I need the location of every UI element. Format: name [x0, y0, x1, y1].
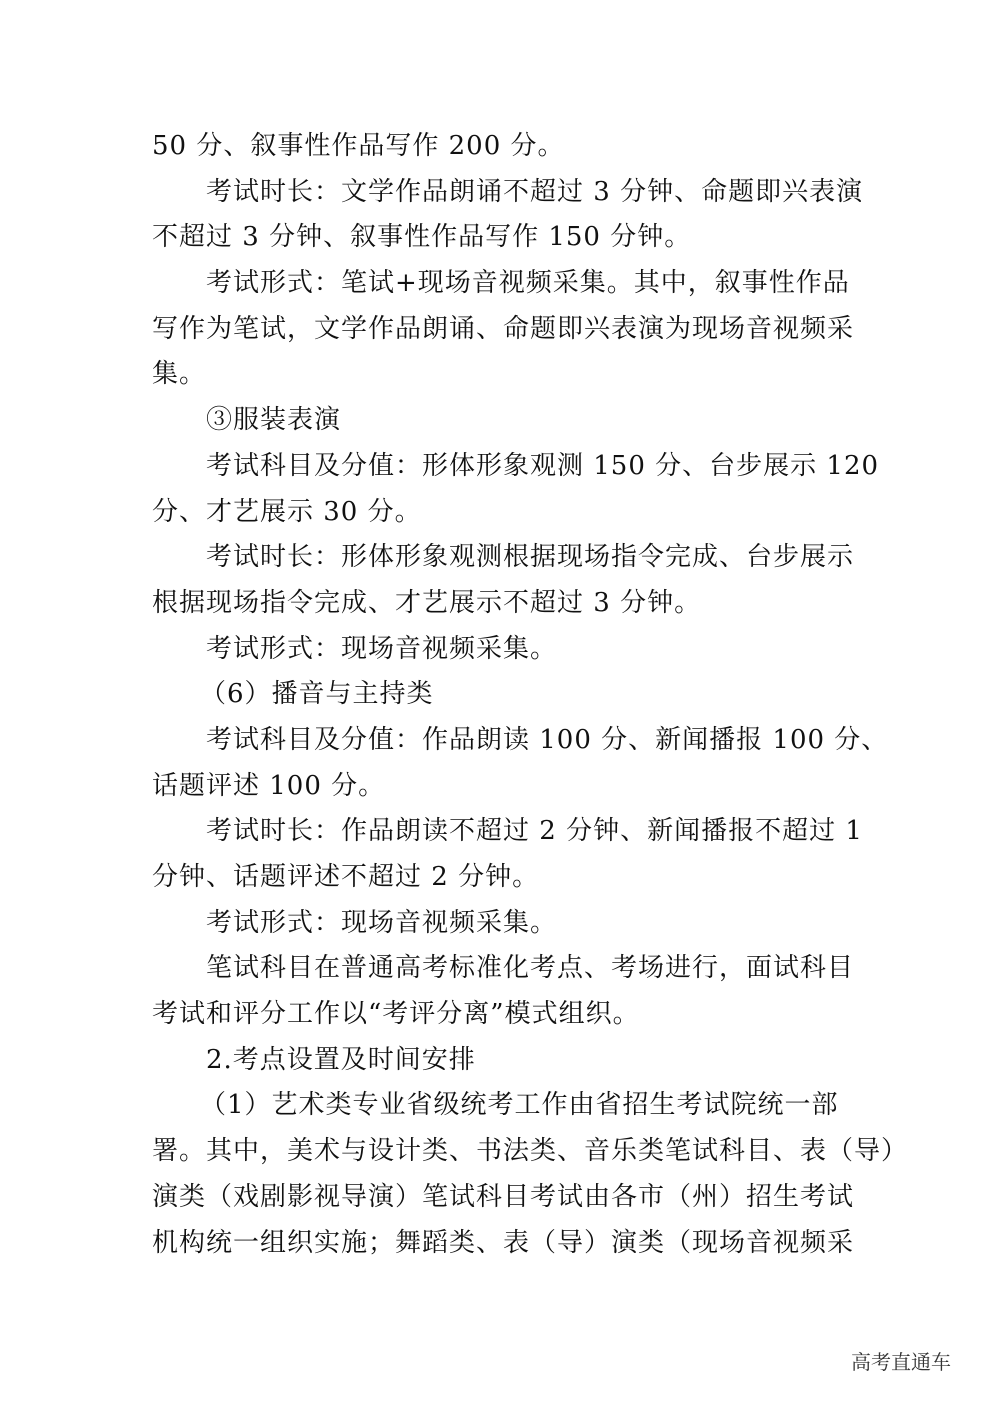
text-line: 话题评述 100 分。 — [152, 770, 386, 801]
text-line: 根据现场指令完成、才艺展示不超过 3 分钟。 — [152, 587, 702, 618]
text-line: 考试科目及分值：作品朗读 100 分、新闻播报 100 分、 — [206, 724, 889, 755]
text-line: （1）艺术类专业省级统考工作由省招生考试院统一部 — [200, 1090, 839, 1121]
text-line: 考试科目及分值：形体形象观测 150 分、台步展示 120 — [206, 450, 880, 481]
text-line: 不超过 3 分钟、叙事性作品写作 150 分钟。 — [152, 222, 692, 253]
text-line: 演类（戏剧影视导演）笔试科目考试由各市（州）招生考试 — [152, 1181, 855, 1212]
text-line: 考试时长：文学作品朗诵不超过 3 分钟、命题即兴表演 — [206, 176, 864, 207]
section-heading: ③服装表演 — [206, 405, 342, 436]
text-line: 考试时长：作品朗读不超过 2 分钟、新闻播报不超过 1 — [206, 816, 863, 847]
section-heading: （6）播音与主持类 — [200, 679, 434, 710]
text-line: 考试形式：现场音视频采集。 — [206, 907, 558, 938]
text-line: 署。其中，美术与设计类、书法类、音乐类笔试科目、表（导） — [152, 1136, 909, 1167]
text-line: 机构统一组织实施；舞蹈类、表（导）演类（现场音视频采 — [152, 1227, 855, 1258]
text-line: 考试时长：形体形象观测根据现场指令完成、台步展示 — [206, 542, 855, 573]
text-line: 分、才艺展示 30 分。 — [152, 496, 422, 527]
text-line: 集。 — [152, 359, 207, 390]
text-line: 50 分、叙事性作品写作 200 分。 — [152, 131, 565, 161]
section-heading: 2.考点设置及时间安排 — [206, 1044, 476, 1075]
text-line: 分钟、话题评述不超过 2 分钟。 — [152, 862, 540, 892]
watermark: 高考直通车 — [851, 1350, 951, 1374]
text-line: 考试形式：现场音视频采集。 — [206, 633, 558, 664]
text-line: 考试形式：笔试+现场音视频采集。其中，叙事性作品 — [206, 268, 850, 299]
document-body — [152, 124, 909, 1266]
text-line: 写作为笔试，文学作品朗诵、命题即兴表演为现场音视频采 — [152, 313, 855, 344]
text-line: 考试和评分工作以“考评分离”模式组织。 — [152, 999, 640, 1030]
text-line: 笔试科目在普通高考标准化考点、考场进行，面试科目 — [206, 953, 855, 984]
